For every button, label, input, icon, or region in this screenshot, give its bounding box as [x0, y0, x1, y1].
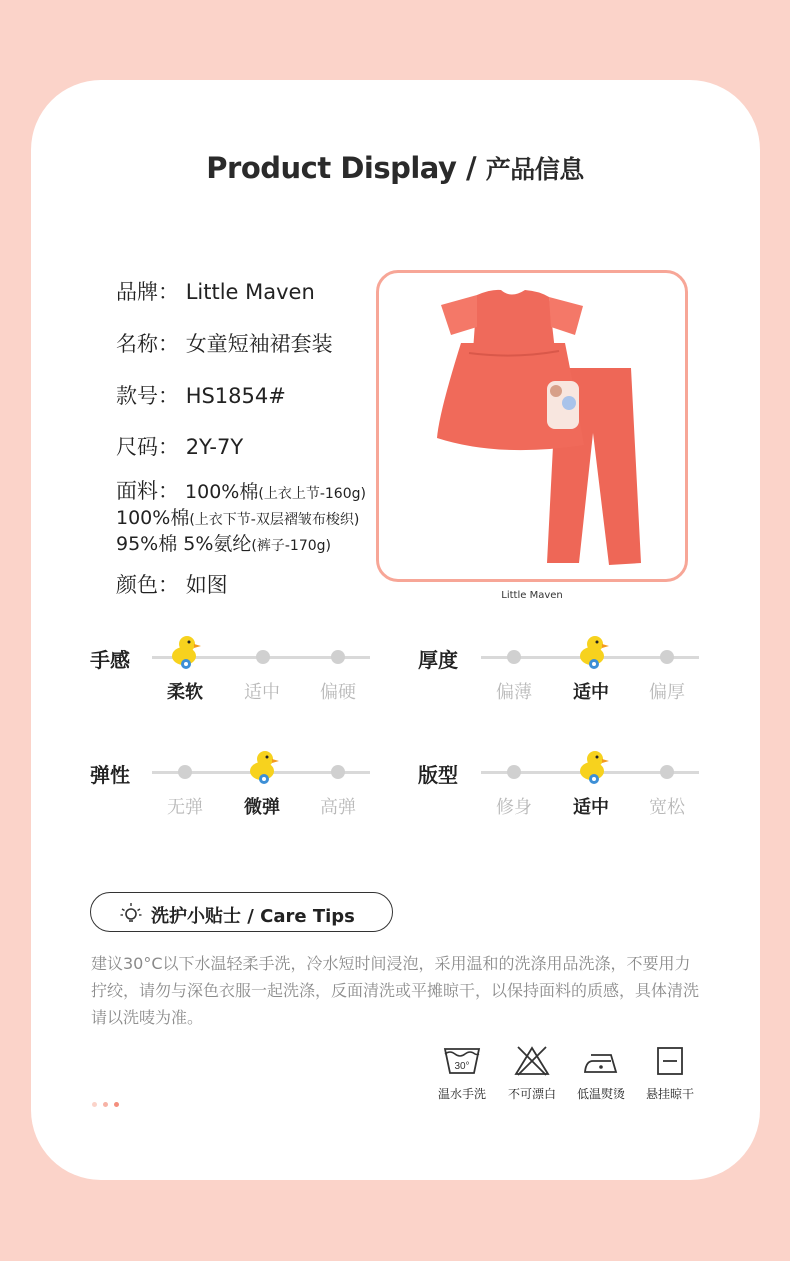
attr-option-elasticity-slight: 微弹: [244, 797, 280, 818]
info-name: 名称： 女童短袖裙套装: [116, 332, 333, 356]
hand-wash-30-icon: [442, 1045, 482, 1077]
attr-option-feel-soft: 柔软: [167, 682, 203, 703]
low-iron-icon: [581, 1045, 621, 1077]
attr-option-fit-regular: 适中: [573, 797, 609, 818]
attr-label-thickness: 厚度: [418, 648, 458, 672]
attr-dot: [507, 650, 521, 664]
info-fabric-line1: 面料： 100%棉(上衣上节-160g): [116, 479, 366, 503]
attr-option-fit-slim: 修身: [496, 797, 532, 818]
lightbulb-icon: [119, 901, 143, 925]
attr-dot: [256, 650, 270, 664]
page-dot: [103, 1102, 108, 1107]
duck-indicator-icon: [246, 747, 280, 785]
attr-dot: [331, 650, 345, 664]
attr-dot: [331, 765, 345, 779]
product-image: [376, 270, 688, 582]
attr-dot: [507, 765, 521, 779]
info-brand: 品牌： Little Maven: [116, 280, 315, 304]
care-hang-dry: 悬挂晾干: [635, 1045, 705, 1102]
page-dot: [92, 1102, 97, 1107]
page-indicator: [92, 1092, 125, 1111]
attr-label-feel: 手感: [90, 648, 130, 672]
attr-label-fit: 版型: [418, 763, 458, 787]
page-title: Product Display / 产品信息: [206, 151, 584, 185]
svg-text:30°: 30°: [454, 1061, 470, 1072]
attr-option-elasticity-none: 无弹: [167, 797, 203, 818]
care-hand-wash: 30° 温水手洗: [427, 1045, 497, 1102]
duck-indicator-icon: [576, 632, 610, 670]
attr-option-thickness-thin: 偏薄: [496, 682, 532, 703]
info-size: 尺码： 2Y-7Y: [116, 435, 244, 459]
attr-option-thickness-thick: 偏厚: [649, 682, 685, 703]
attr-label-elasticity: 弹性: [90, 763, 130, 787]
attr-dot: [660, 650, 674, 664]
care-no-bleach: 不可漂白: [497, 1045, 567, 1102]
page-dot: [114, 1102, 119, 1107]
attr-dot: [660, 765, 674, 779]
attr-option-thickness-medium: 适中: [573, 682, 609, 703]
attr-option-elasticity-high: 高弹: [320, 797, 356, 818]
info-fabric-line3: 95%棉 5%氨纶(裤子-170g): [116, 533, 332, 555]
attr-dot: [178, 765, 192, 779]
hang-dry-icon: [650, 1045, 690, 1077]
duck-indicator-icon: [576, 747, 610, 785]
info-fabric-line2: 100%棉(上衣下节-双层褶皱布梭织): [116, 507, 360, 529]
attr-option-feel-hard: 偏硬: [320, 682, 356, 703]
duck-indicator-icon: [168, 632, 202, 670]
no-bleach-icon: [512, 1045, 552, 1077]
info-color: 颜色： 如图: [116, 573, 228, 597]
care-tips-heading: 洗护小贴士 / Care Tips: [90, 892, 393, 932]
info-style-no: 款号： HS1854#: [116, 384, 286, 408]
care-low-iron: 低温熨烫: [566, 1045, 636, 1102]
attr-option-feel-medium: 适中: [244, 682, 280, 703]
care-tips-text: 建议30°C以下水温轻柔手洗，冷水短时间浸泡，采用温和的洗涤用品洗涤，不要用力拧绞，请勿与深色衣服一起洗涤，反面清洗或平摊晾干，以保持面料的质感，具体清洗请以洗唛为准。: [91, 954, 700, 1027]
attr-option-fit-loose: 宽松: [649, 797, 685, 818]
product-caption: Little Maven: [501, 590, 563, 601]
